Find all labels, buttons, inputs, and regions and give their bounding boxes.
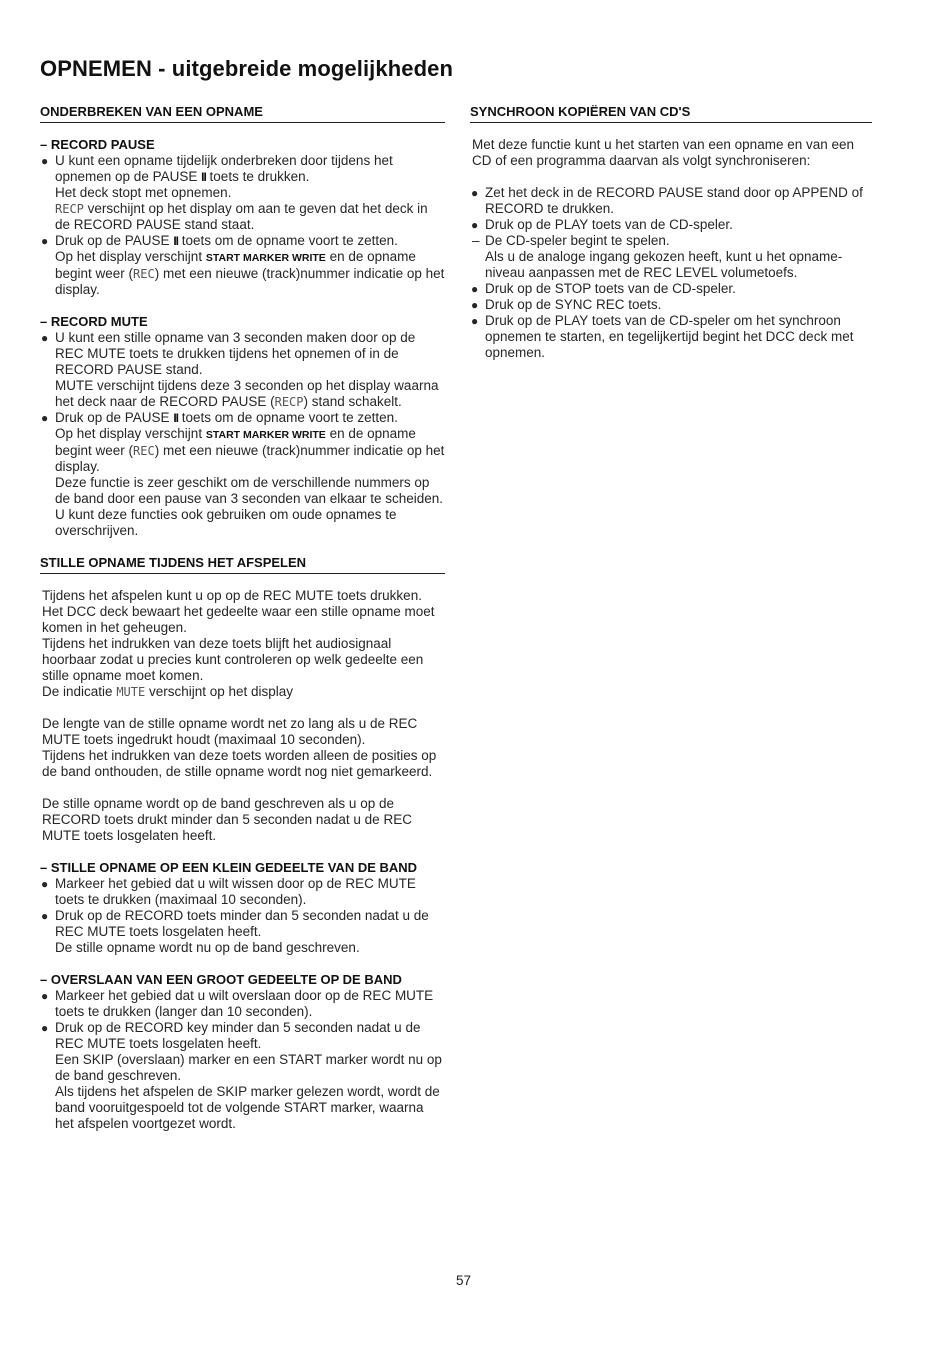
list-item: ● Druk op de PLAY toets van de CD-speler. [471,217,733,232]
list-item: ● U kunt een opname tijdelijk onderbreken door tijdens het opnemen op de PAUSE II toets te drukken. Het deck stopt met opnemen. RECP verschijnt op het display om aan te geven dat het deck in de RECORD PAUSE stand staat. [41,153,428,232]
section-heading-onderbreken: ONDERBREKEN VAN EEN OPNAME [40,104,445,123]
list-item: ● Druk op de SYNC REC toets. [471,297,662,312]
paragraph: De stille opname wordt op de band geschreven als u op de RECORD toets drukt minder dan 5 seconden nadat u de REC MUTE toets losgelaten heeft. [42,796,412,843]
section-heading-synchroon: SYNCHROON KOPIËREN VAN CD'S [470,104,872,123]
bullet-icon: ● [41,989,49,1003]
start-marker-write-label: START MARKER WRITE [205,429,326,441]
start-marker-write-label: START MARKER WRITE [205,252,326,264]
paragraph: De lengte van de stille opname wordt net zo lang als u de REC MUTE toets ingedrukt houdt (maximaal 10 seconden). Tijdens het indrukken van deze toets worden alleen de posities op de band onthouden, de stille opname wordt nog niet gemarkeerd. [42,716,437,779]
subheading-overslaan: – OVERSLAAN VAN EEN GROOT GEDEELTE OP DE BAND [40,972,402,987]
page-number: 57 [456,1273,472,1288]
bullet-icon: ● [41,1021,49,1035]
paragraph: Tijdens het afspelen kunt u op op de REC MUTE toets drukken. Het DCC deck bewaart het gedeelte waar een stille opname moet komen in het geheugen. Tijdens het indrukken van deze toets blijft het audiosignaal hoorbaar zodat u precies kunt controleren op welk gedeelte een stille opname moet komen. De indicatie MUTE verschijnt op het display [42,588,435,699]
bullet-icon: ● [471,282,479,296]
paragraph: Met deze functie kunt u het starten van een opname en van een CD of een programma daarvan als volgt synchroniseren: [472,137,855,168]
subheading-record-pause: – RECORD PAUSE [40,137,155,152]
bullet-icon: ● [41,331,49,345]
stille-opname-klein-list [40,876,445,956]
bullet-icon: ● [41,154,49,168]
display-indicator-recp: RECP [274,395,304,409]
bullet-icon: ● [471,314,479,328]
subheading-record-mute: – RECORD MUTE [40,314,148,329]
pause-icon: II [173,411,178,425]
synchroon-list [470,185,872,361]
list-item: ● Druk op de RECORD toets minder dan 5 seconden nadat u de REC MUTE toets losgelaten heeft. De stille opname wordt nu op de band geschreven. [41,908,429,955]
pause-icon: II [201,170,206,184]
record-pause-list [40,153,445,298]
list-item: ● Druk op de RECORD key minder dan 5 seconden nadat u de REC MUTE toets losgelaten heeft. Een SKIP (overslaan) marker en een START marker wordt nu op de band geschreven. Als tijdens het afspelen de SKIP marker gelezen wordt, wordt de band vooruitgespoeld tot de volgende START marker, waarna het afspelen voortgezet wordt. [41,1020,442,1131]
right-column [470,104,872,377]
overslaan-list [40,988,445,1132]
list-item: – De CD-speler begint te spelen. Als u de analoge ingang gekozen heeft, kunt u het opname-niveau aanpassen met de REC LEVEL volumetoefs. [472,233,843,280]
bullet-icon: ● [471,298,479,312]
display-indicator-rec: REC [133,444,155,458]
bullet-icon: ● [41,877,49,891]
display-indicator-mute: MUTE [116,685,146,699]
record-mute-list [40,330,445,539]
subheading-stille-opname-klein: – STILLE OPNAME OP EEN KLEIN GEDEELTE VAN DE BAND [40,860,418,875]
bullet-icon: ● [471,218,479,232]
list-item: ● Druk op de PAUSE II toets om de opname voort te zetten. Op het display verschijnt START MARKER WRITE en de opname begint weer (REC) met een nieuwe (track)nummer indicatie op het display. Deze functie is zeer geschikt om de verschillende nummers op de band door een pause van 3 seconden van elkaar te scheiden. U kunt deze functies ook gebruiken om oude opnames te overschrijven. [41,410,445,538]
section-heading-stille-opname: STILLE OPNAME TIJDENS HET AFSPELEN [40,555,445,574]
list-item: ● U kunt een stille opname van 3 seconden maken door op de REC MUTE toets te drukken tijdens het opnemen of in de RECORD PAUSE stand. MUTE verschijnt tijdens deze 3 seconden op het display waarna het deck naar de RECORD PAUSE (RECP) stand schakelt. [41,330,439,409]
list-item: ● Druk op de STOP toets van de CD-speler. [471,281,736,296]
list-item: ● Druk op de PAUSE II toets om de opname voort te zetten. Op het display verschijnt START MARKER WRITE en de opname begint weer (REC) met een nieuwe (track)nummer indicatie op het display. [41,233,445,297]
list-item: ● Druk op de PLAY toets van de CD-speler om het synchroon opnemen te starten, en tegelijkertijd begint het DCC deck met opnemen. [471,313,854,360]
display-indicator-rec: REC [133,267,155,281]
list-item: ● Zet het deck in de RECORD PAUSE stand door op APPEND of RECORD te drukken. [471,185,863,216]
display-indicator-recp: RECP [55,202,84,216]
bullet-icon: ● [471,186,479,200]
pause-icon: II [173,234,178,248]
bullet-icon: ● [41,411,49,425]
bullet-icon: ● [41,909,49,923]
left-column [40,104,445,1148]
list-item: ● Markeer het gebied dat u wilt overslaan door op de REC MUTE toets te drukken (langer dan 10 seconden). [41,988,434,1019]
dash-icon: – [472,233,480,248]
list-item: ● Markeer het gebied dat u wilt wissen door op de REC MUTE toets te drukken (maximaal 10 seconden). [41,876,416,907]
bullet-icon: ● [41,234,49,248]
page-title: OPNEMEN - uitgebreide mogelijkheden [40,56,454,81]
